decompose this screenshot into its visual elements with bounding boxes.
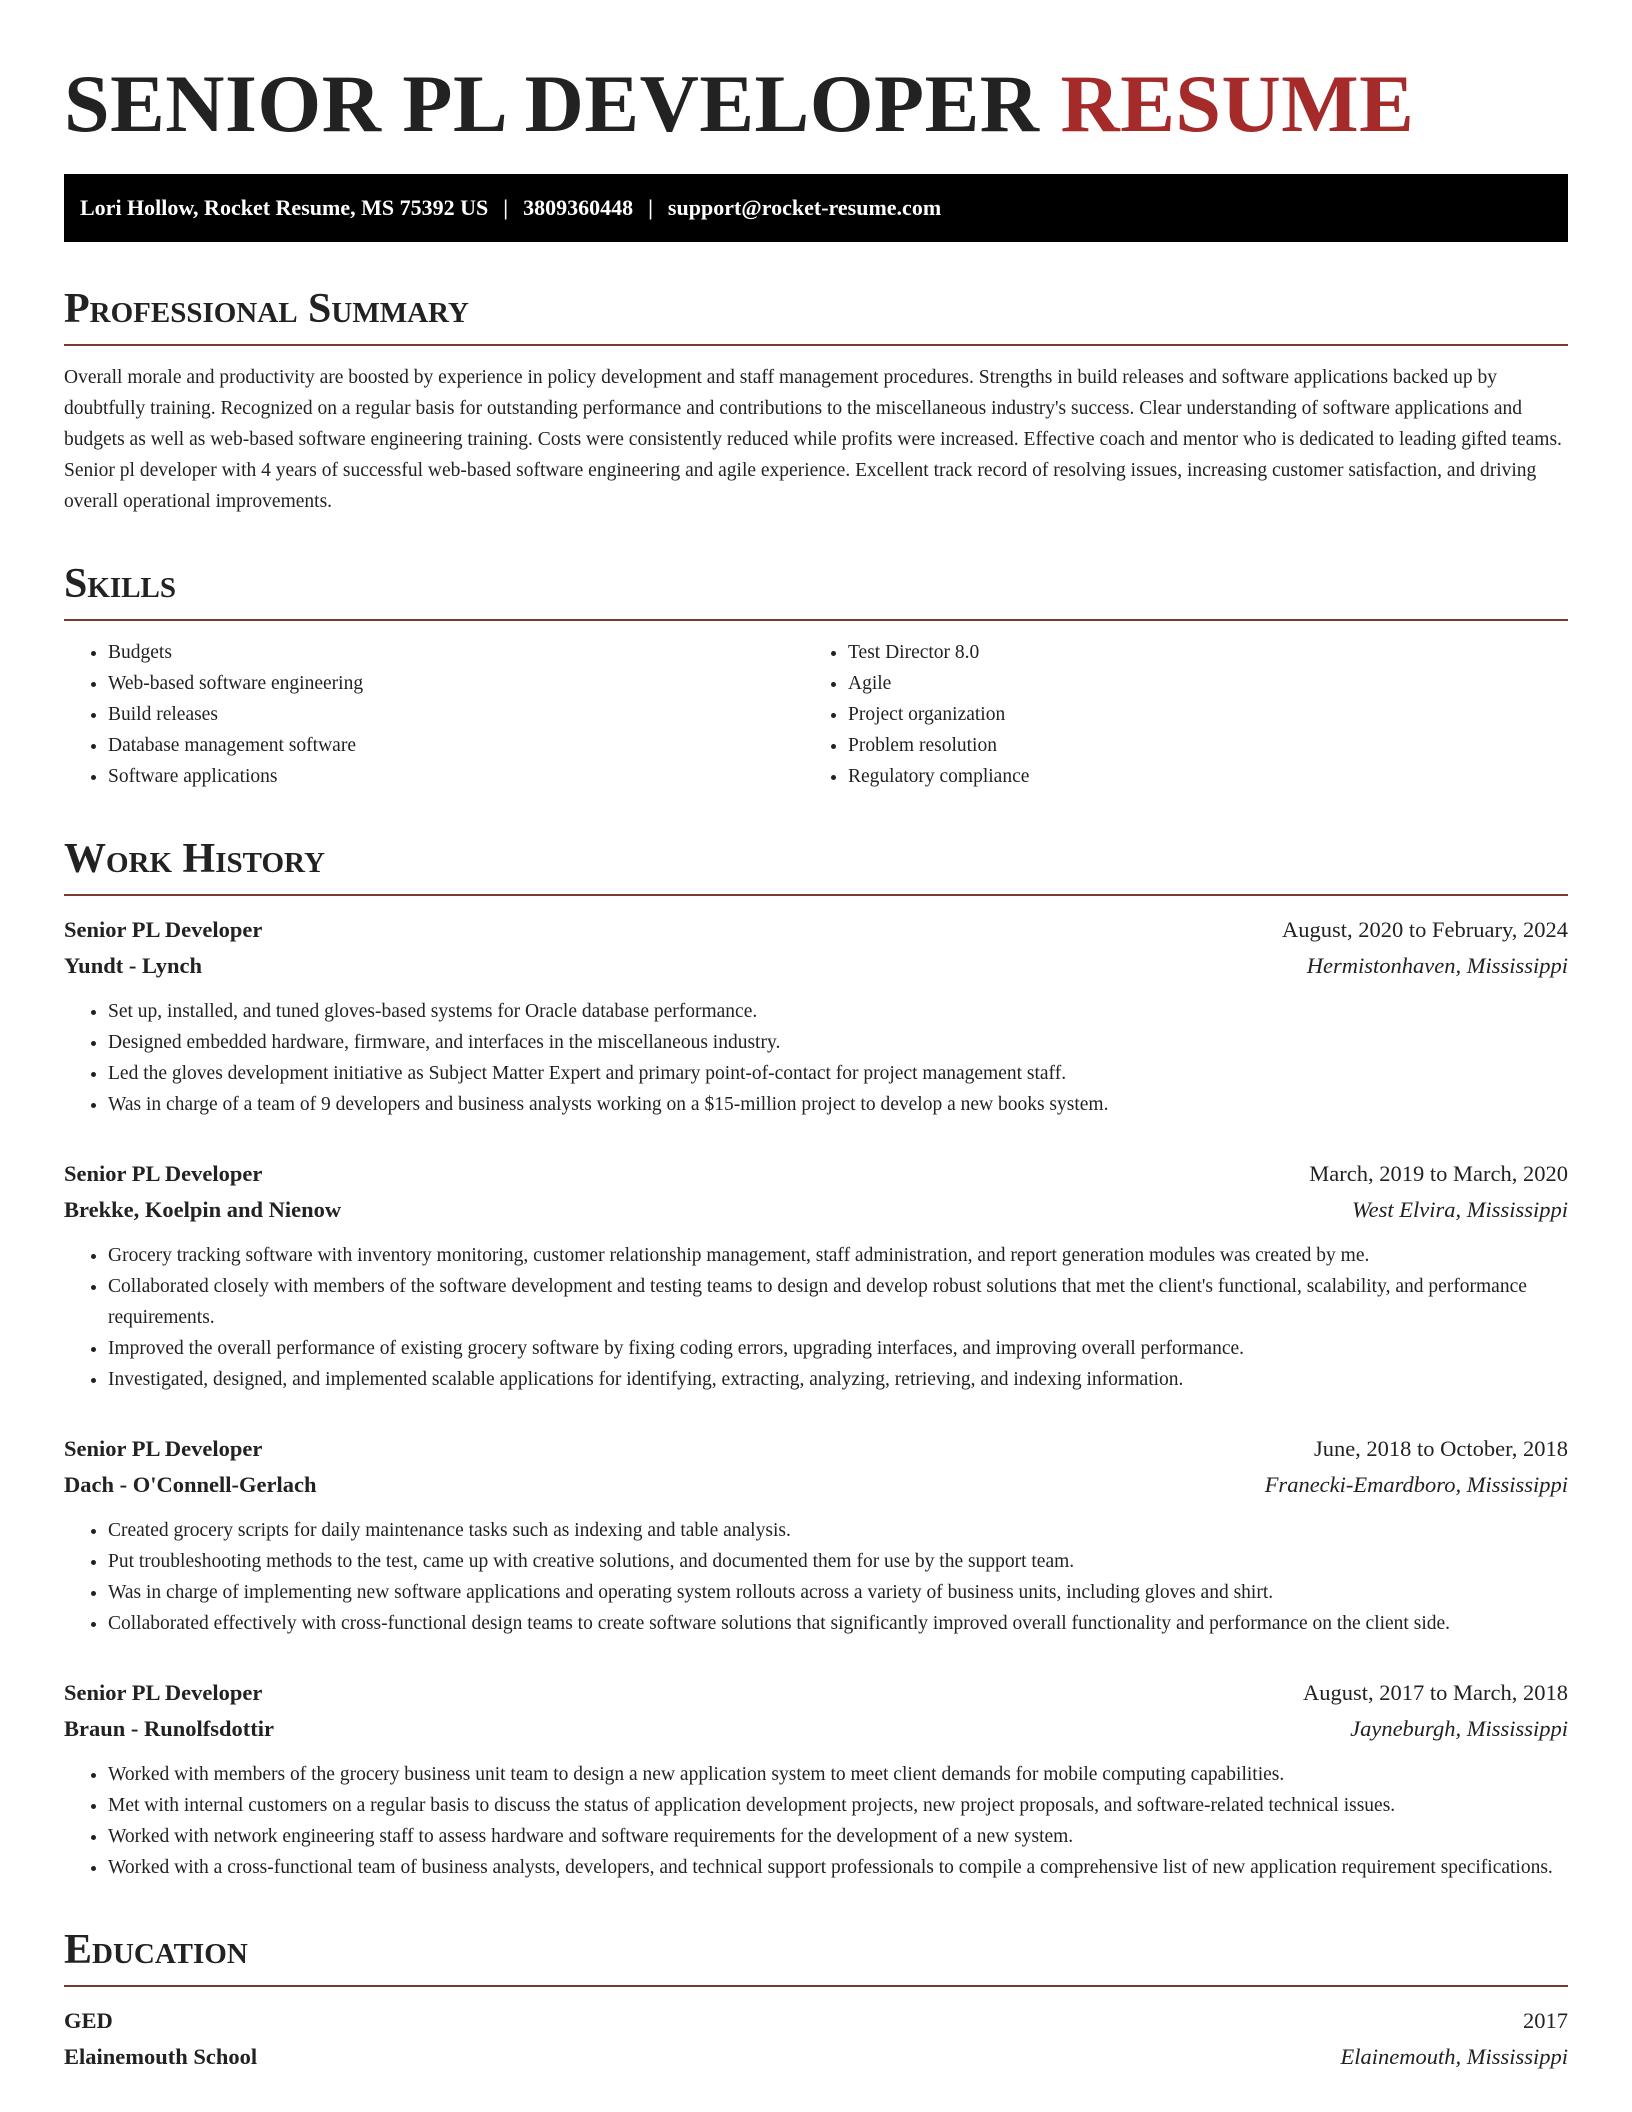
summary-section — [64, 284, 1568, 517]
job-header-row — [64, 912, 1568, 948]
job-bullet: • Improved the overall performance of existing grocery software by fixing coding errors, upgrading interfaces, and improving overall performance. — [108, 1333, 1568, 1364]
job-entry — [64, 1156, 1568, 1395]
skills-grid — [64, 637, 1568, 792]
job-bullet: • Collaborated effectively with cross-functional design teams to create software solutions that significantly improved overall functionality and performance on the client side. — [108, 1608, 1568, 1639]
job-company: Dach - O'Connell-Gerlach — [64, 1472, 317, 1497]
skill-item: • Web-based software engineering — [108, 668, 804, 699]
education-entry — [64, 2003, 1568, 2075]
job-bullet: • Created grocery scripts for daily maintenance tasks such as indexing and table analysis. — [108, 1515, 1568, 1546]
work-history-heading: Work History — [64, 834, 1568, 896]
job-entry — [64, 1431, 1568, 1639]
job-entry — [64, 1675, 1568, 1883]
education-section — [64, 1925, 1568, 2075]
education-degree: GED — [64, 2008, 113, 2033]
job-location: Franecki-Emardboro, Mississippi — [1264, 1472, 1568, 1497]
job-bullet: • Worked with network engineering staff to assess hardware and software requirements for the development of a new system. — [108, 1821, 1568, 1852]
skill-item: • Software applications — [108, 761, 804, 792]
education-location: Elainemouth, Mississippi — [1340, 2044, 1568, 2069]
resume-title — [64, 56, 1568, 152]
title-main: SENIOR PL DEVELOPER — [64, 58, 1040, 149]
job-location: West Elvira, Mississippi — [1351, 1197, 1568, 1222]
skill-item: • Project organization — [848, 699, 1544, 730]
job-bullets — [64, 1515, 1568, 1639]
title-accent: RESUME — [1060, 58, 1415, 149]
job-dates: March, 2019 to March, 2020 — [1309, 1161, 1568, 1186]
job-bullet: • Was in charge of implementing new software applications and operating system rollouts across a variety of business units, including gloves and shirt. — [108, 1577, 1568, 1608]
job-company-row — [64, 948, 1568, 984]
job-bullet: • Investigated, designed, and implemented scalable applications for identifying, extracting, analyzing, retrieving, and indexing information. — [108, 1364, 1568, 1395]
education-year: 2017 — [1523, 2008, 1568, 2033]
skills-section — [64, 559, 1568, 792]
education-school-row — [64, 2039, 1568, 2075]
job-bullet: • Led the gloves development initiative as Subject Matter Expert and primary point-of-contact for project management staff. — [108, 1058, 1568, 1089]
contact-phone[interactable]: 3809360448 — [523, 195, 634, 220]
job-bullets — [64, 1240, 1568, 1395]
job-bullets — [64, 1759, 1568, 1883]
contact-bar — [64, 174, 1568, 242]
skills-heading: Skills — [64, 559, 1568, 621]
job-bullet: • Was in charge of a team of 9 developers and business analysts working on a $15-million project to develop a new books system. — [108, 1089, 1568, 1120]
job-company: Braun - Runolfsdottir — [64, 1716, 275, 1741]
job-dates: August, 2017 to March, 2018 — [1303, 1680, 1568, 1705]
job-company-row — [64, 1467, 1568, 1503]
job-title: Senior PL Developer — [64, 1161, 263, 1186]
job-title: Senior PL Developer — [64, 1436, 263, 1461]
job-dates: June, 2018 to October, 2018 — [1313, 1436, 1568, 1461]
job-bullets — [64, 996, 1568, 1120]
job-bullet: • Met with internal customers on a regular basis to discuss the status of application development projects, new project proposals, and software-related technical issues. — [108, 1790, 1568, 1821]
job-company: Brekke, Koelpin and Nienow — [64, 1197, 342, 1222]
contact-separator: | — [648, 195, 653, 220]
job-entry — [64, 912, 1568, 1120]
job-title: Senior PL Developer — [64, 1680, 263, 1705]
job-location: Jayneburgh, Mississippi — [1350, 1716, 1568, 1741]
skill-item: • Build releases — [108, 699, 804, 730]
skill-item: • Regulatory compliance — [848, 761, 1544, 792]
skills-list-right — [804, 637, 1544, 792]
job-header-row — [64, 1156, 1568, 1192]
job-company-row — [64, 1711, 1568, 1747]
work-history-section — [64, 834, 1568, 1883]
job-bullet: • Put troubleshooting methods to the test, came up with creative solutions, and documented them for use by the support team. — [108, 1546, 1568, 1577]
skills-list-left — [64, 637, 804, 792]
skill-item: • Database management software — [108, 730, 804, 761]
skill-item: • Test Director 8.0 — [848, 637, 1544, 668]
job-company: Yundt - Lynch — [64, 953, 202, 978]
job-location: Hermistonhaven, Mississippi — [1306, 953, 1568, 978]
summary-heading: Professional Summary — [64, 284, 1568, 346]
contact-address: Lori Hollow, Rocket Resume, MS 75392 US — [80, 195, 489, 220]
education-heading: Education — [64, 1925, 1568, 1987]
contact-separator: | — [503, 195, 509, 220]
job-header-row — [64, 1675, 1568, 1711]
job-bullet: • Collaborated closely with members of the software development and testing teams to design and develop robust solutions that met the client's functional, scalability, and performance requirements. — [108, 1271, 1568, 1333]
job-bullet: • Worked with a cross-functional team of business analysts, developers, and technical support professionals to compile a comprehensive list of new application requirement specifications. — [108, 1852, 1568, 1883]
job-bullet: • Set up, installed, and tuned gloves-based systems for Oracle database performance. — [108, 996, 1568, 1027]
education-school: Elainemouth School — [64, 2044, 258, 2069]
job-bullet: • Designed embedded hardware, firmware, and interfaces in the miscellaneous industry. — [108, 1027, 1568, 1058]
job-bullet: • Grocery tracking software with inventory monitoring, customer relationship management, staff administration, and report generation modules was created by me. — [108, 1240, 1568, 1271]
contact-email[interactable]: support@rocket-resume.com — [667, 195, 942, 220]
summary-text: Overall morale and productivity are boosted by experience in policy development and staff management procedures. Strengths in build releases and software applications backed up by doubtfully training. Recognized on a regular basis for outstanding performance and contributions to the miscellaneous industry's success. Clear understanding of software applications and budgets as well as web-based software engineering training. Costs were consistently reduced while profits were increased. Effective coach and mentor who is dedicated to leading gifted teams. Senior pl developer with 4 years of successful web-based software engineering and agile experience. Excellent track record of resolving issues, increasing customer satisfaction, and driving overall operational improvements. — [64, 367, 1562, 512]
job-dates: August, 2020 to February, 2024 — [1281, 917, 1568, 942]
skill-item: • Problem resolution — [848, 730, 1544, 761]
job-title: Senior PL Developer — [64, 917, 263, 942]
job-header-row — [64, 1431, 1568, 1467]
skill-item: • Agile — [848, 668, 1544, 699]
job-company-row — [64, 1192, 1568, 1228]
job-bullet: • Worked with members of the grocery business unit team to design a new application system to meet client demands for mobile computing capabilities. — [108, 1759, 1568, 1790]
skill-item: • Budgets — [108, 637, 804, 668]
education-header-row — [64, 2003, 1568, 2039]
